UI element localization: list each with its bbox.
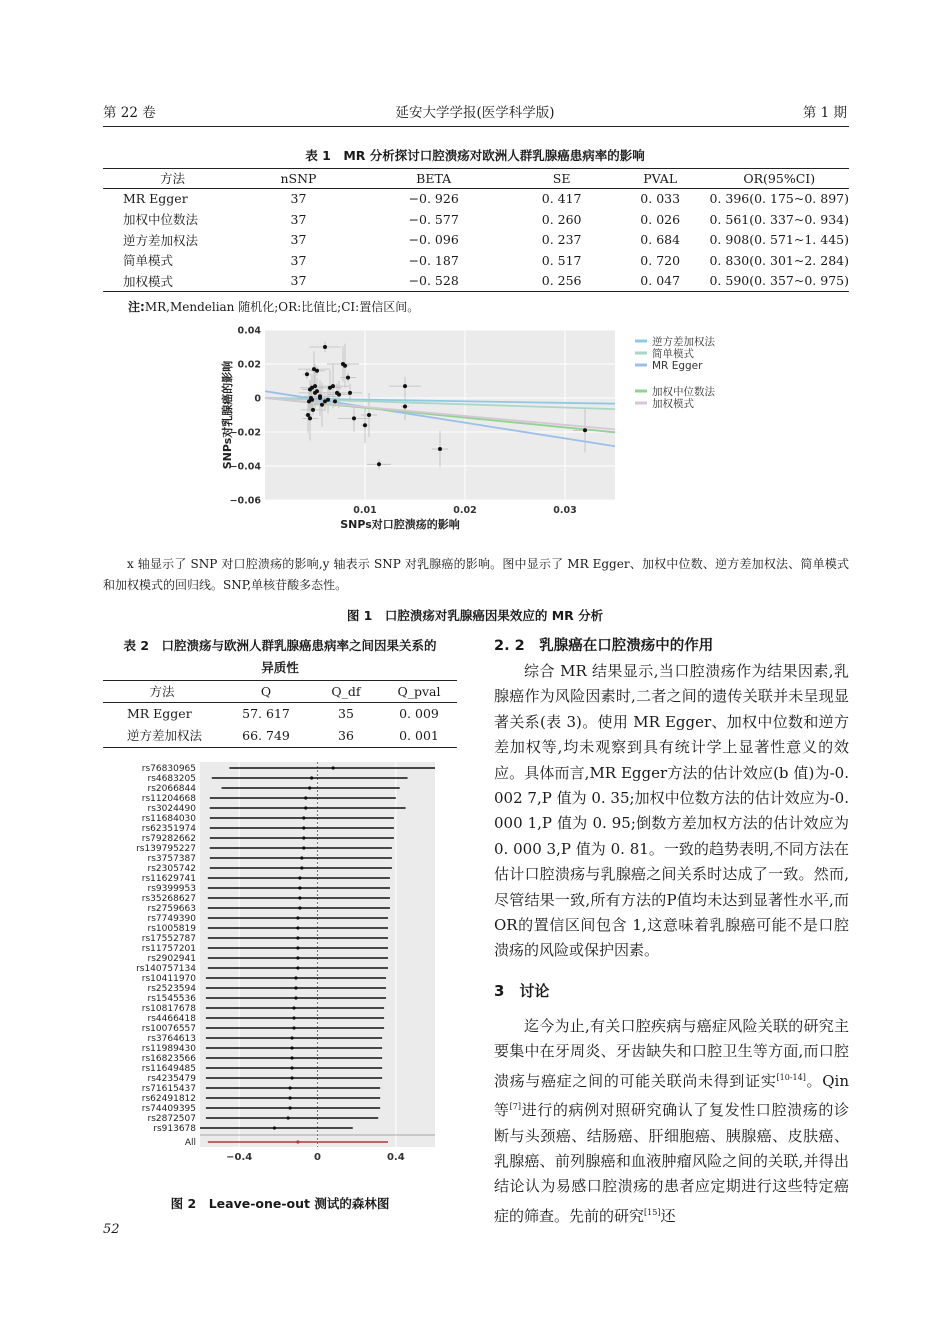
table-cell: 37 bbox=[290, 211, 307, 227]
snp-label: rs1545536 bbox=[147, 994, 196, 1004]
table-cell: 0. 026 bbox=[640, 211, 681, 227]
section22-paragraph: 综合 MR 结果显示,当口腔溃疡作为结果因素,乳腺癌作为风险因素时,二者之间的遗传关联并未呈现显著关系(表 3)。使用 MR Egger、加权中位数和逆方差加权等,均未观察到具有统计学上显著性意义的效应。具体而言,MR Egger方法的估计效应(b 值)为-0. 002 7,P 值为 0. 35;加权中位数方法的估计效应为-0. 000 1,P 值为 0. 95;倒数方差加权方法的估计效应为 0. 000 3,P 值为 0. 81。一致的趋势表明,不同方法在估计口腔溃疡与乳腺癌之间关系时达成了一致。然而,尽管结果一致,所有方法的P值均未达到显著性水平,而OR的置信区间包含 1,这意味着乳腺癌可能不是口腔溃疡的风险或保护因素。 bbox=[494, 662, 849, 960]
estimate-point bbox=[292, 1026, 295, 1029]
table-cell: −0. 187 bbox=[408, 252, 459, 268]
table2-col-method: 方法 bbox=[149, 684, 175, 699]
snp-label: rs11204668 bbox=[141, 794, 196, 804]
scatter-point bbox=[363, 423, 367, 427]
scatter-point bbox=[310, 398, 314, 402]
section3-body bbox=[494, 1014, 849, 1229]
snp-label: rs16823566 bbox=[141, 1054, 196, 1064]
table1-header-row bbox=[103, 168, 849, 189]
table2-title-line1: 表 2 口腔溃疡与欧洲人群乳腺癌患病率之间因果关系的 bbox=[123, 638, 437, 653]
snp-label: rs11629741 bbox=[141, 874, 196, 884]
estimate-point bbox=[310, 776, 313, 779]
estimate-point bbox=[298, 906, 301, 909]
table1-col-se: SE bbox=[552, 170, 571, 186]
snp-label: rs11989430 bbox=[141, 1044, 196, 1054]
y-tick-label: −0.02 bbox=[229, 427, 261, 439]
table-cell: 0. 001 bbox=[399, 727, 439, 743]
table2-bottom-rule bbox=[103, 747, 457, 748]
y-tick-label: 0 bbox=[254, 393, 261, 405]
table-cell: 0. 417 bbox=[541, 191, 582, 207]
table-row bbox=[103, 230, 849, 251]
scatter-point bbox=[403, 405, 407, 409]
scatter-point bbox=[333, 399, 337, 403]
table-cell: 0. 237 bbox=[541, 232, 582, 248]
table-cell: 加权中位数法 bbox=[123, 212, 199, 228]
table-cell: 0. 830(0. 301~2. 284) bbox=[709, 252, 849, 268]
table-cell: 0. 684 bbox=[640, 232, 681, 248]
header-issue: 第 1 期 bbox=[802, 105, 847, 121]
estimate-point bbox=[290, 1076, 293, 1079]
table-row bbox=[103, 250, 849, 271]
scatter-point bbox=[318, 394, 322, 398]
snp-label: rs4235479 bbox=[147, 1074, 196, 1084]
scatter-point bbox=[348, 391, 352, 395]
table1-title: 表 1 MR 分析探讨口腔溃疡对欧洲人群乳腺癌患病率的影响 bbox=[305, 148, 645, 163]
estimate-point bbox=[302, 836, 305, 839]
snp-label: rs71615437 bbox=[141, 1084, 196, 1094]
section3-paragraph bbox=[494, 1014, 849, 1229]
estimate-point bbox=[302, 846, 305, 849]
table-cell: 0. 033 bbox=[640, 191, 681, 207]
table1-bottom-rule bbox=[103, 291, 849, 292]
estimate-point bbox=[288, 1106, 291, 1109]
table-cell: 0. 720 bbox=[640, 252, 681, 268]
snp-label: rs11684030 bbox=[141, 814, 196, 824]
snp-label: rs4683205 bbox=[147, 774, 196, 784]
y-tick-label: −0.04 bbox=[229, 461, 261, 473]
table-cell: 37 bbox=[290, 252, 307, 268]
figure1-x-axis-label: SNPs对口腔溃疡的影响 bbox=[340, 518, 460, 531]
page-number: 52 bbox=[103, 1222, 120, 1237]
scatter-point bbox=[403, 384, 407, 388]
estimate-point bbox=[294, 996, 297, 999]
estimate-point bbox=[296, 916, 299, 919]
estimate-point bbox=[300, 866, 303, 869]
table-cell: 0. 908(0. 571~1. 445) bbox=[709, 232, 849, 248]
table-cell: 36 bbox=[338, 727, 354, 743]
table-cell: 37 bbox=[290, 273, 307, 289]
figure1-caption: 图 1 口腔溃疡对乳腺癌因果效应的 MR 分析 bbox=[346, 608, 604, 623]
snp-label: rs3024490 bbox=[147, 804, 196, 814]
y-tick-label: 0.02 bbox=[237, 359, 261, 371]
header-journal: 延安大学学报(医学科学版) bbox=[395, 105, 555, 121]
section3-text-2: 。Qin 等 bbox=[494, 1071, 849, 1120]
snp-label: rs17552787 bbox=[141, 934, 196, 944]
snp-label: rs79282662 bbox=[141, 834, 196, 844]
scatter-point bbox=[323, 345, 327, 349]
scatter-point bbox=[343, 364, 347, 368]
table1-col-or: OR(95%CI) bbox=[743, 170, 816, 186]
snp-label: rs7749390 bbox=[147, 914, 196, 924]
estimate-point bbox=[294, 986, 297, 989]
legend-label: 加权中位数法 bbox=[652, 386, 715, 398]
legend-label: 简单模式 bbox=[652, 348, 694, 360]
table-cell: 加权模式 bbox=[123, 273, 174, 289]
legend-label: 逆方差加权法 bbox=[652, 336, 715, 348]
scatter-point bbox=[320, 403, 324, 407]
table1-note bbox=[128, 298, 419, 315]
snp-label: rs9399953 bbox=[147, 884, 196, 894]
legend-label: 加权模式 bbox=[652, 398, 694, 410]
snp-label: rs11649485 bbox=[141, 1064, 196, 1074]
snp-label: rs2523594 bbox=[147, 984, 196, 994]
header-rule bbox=[103, 126, 849, 127]
scatter-point bbox=[326, 398, 330, 402]
scatter-point bbox=[306, 413, 310, 417]
x-tick-label: 0 bbox=[314, 1152, 321, 1163]
estimate-point bbox=[298, 886, 301, 889]
citation: [15] bbox=[644, 1207, 661, 1217]
scatter-point bbox=[313, 384, 317, 388]
table1-col-beta: BETA bbox=[416, 170, 452, 186]
snp-label: rs2872507 bbox=[147, 1114, 196, 1124]
table-cell: MR Egger bbox=[123, 191, 188, 207]
legend-label: MR Egger bbox=[652, 360, 703, 372]
scatter-point bbox=[583, 428, 587, 432]
estimate-point bbox=[287, 1116, 290, 1119]
snp-label: rs62351974 bbox=[141, 824, 196, 834]
figure2-forest-plot bbox=[110, 760, 450, 1180]
estimate-point bbox=[296, 946, 299, 949]
figure2-axes bbox=[226, 1152, 405, 1163]
table-row bbox=[103, 271, 849, 292]
table-cell: 35 bbox=[338, 705, 354, 721]
estimate-point bbox=[290, 1066, 293, 1069]
estimate-point bbox=[298, 876, 301, 879]
table-cell: 0. 047 bbox=[640, 273, 681, 289]
citation: [10-14] bbox=[776, 1072, 806, 1082]
table-cell: −0. 577 bbox=[408, 211, 459, 227]
snp-label: rs3764613 bbox=[147, 1034, 196, 1044]
estimate-point bbox=[292, 1006, 295, 1009]
snp-label: rs4466418 bbox=[147, 1014, 196, 1024]
snp-label: rs62491812 bbox=[141, 1094, 196, 1104]
section3-text-3: 进行的病例对照研究确认了复发性口腔溃疡的诊断与头颈癌、结肠癌、肝细胞癌、胰腺癌、皮肤癌、乳腺癌、前列腺癌和血液肿瘤风险之间的关联,并得出结论认为易感口腔溃疡的患者应定期进行这些特定癌症的筛查。先前的研究 bbox=[494, 1101, 849, 1225]
table2-title bbox=[103, 635, 457, 679]
estimate-point bbox=[292, 1016, 295, 1019]
estimate-point bbox=[288, 1086, 291, 1089]
estimate-point bbox=[288, 1096, 291, 1099]
snp-label: rs10076557 bbox=[141, 1024, 196, 1034]
snp-label: rs74409395 bbox=[141, 1104, 196, 1114]
snp-label: rs2902941 bbox=[147, 954, 196, 964]
scatter-point bbox=[311, 408, 315, 412]
scatter-point bbox=[346, 376, 350, 380]
table-row bbox=[103, 702, 457, 724]
table-cell: 0. 590(0. 357~0. 975) bbox=[709, 273, 849, 289]
y-tick-label: 0.04 bbox=[237, 325, 261, 337]
snp-label: rs10411970 bbox=[141, 974, 196, 984]
estimate-point bbox=[304, 806, 307, 809]
table-cell: 0. 256 bbox=[541, 273, 582, 289]
section22-heading: 2. 2 乳腺癌在口腔溃疡中的作用 bbox=[494, 638, 714, 654]
snp-label: rs2066844 bbox=[147, 784, 196, 794]
scatter-point bbox=[352, 416, 356, 420]
estimate-point bbox=[294, 976, 297, 979]
estimate-point bbox=[300, 856, 303, 859]
table1 bbox=[103, 168, 849, 291]
table-cell: 0. 396(0. 175~0. 897) bbox=[709, 191, 849, 207]
snp-label: rs140757134 bbox=[136, 964, 196, 974]
table-cell: 逆方差加权法 bbox=[127, 728, 203, 743]
table1-col-nsnp: nSNP bbox=[280, 170, 317, 186]
figure1-y-axis-label: SNPs对乳腺癌的影响 bbox=[221, 360, 234, 470]
table1-col-method: 方法 bbox=[159, 171, 185, 187]
figure1-note: x 轴显示了 SNP 对口腔溃疡的影响,y 轴表示 SNP 对乳腺癌的影响。图中显示了 MR Egger、加权中位数、逆方差加权法、简单模式和加权模式的回归线。SNP,单核苷酸多态性。 bbox=[103, 557, 849, 592]
snp-label: rs3757387 bbox=[147, 854, 196, 864]
right-column bbox=[494, 634, 849, 1229]
scatter-point bbox=[367, 413, 371, 417]
estimate-point bbox=[290, 1056, 293, 1059]
snp-label: rs35268627 bbox=[141, 894, 196, 904]
table1-note-label: 注: bbox=[128, 300, 145, 314]
estimate-point bbox=[290, 1036, 293, 1039]
estimate-point bbox=[298, 896, 301, 899]
estimate-point bbox=[296, 966, 299, 969]
snp-label: rs10817678 bbox=[141, 1004, 196, 1014]
scatter-point bbox=[315, 369, 319, 373]
estimate-point bbox=[296, 926, 299, 929]
table-cell: −0. 096 bbox=[408, 232, 459, 248]
table2 bbox=[103, 680, 457, 746]
table-cell: 简单模式 bbox=[123, 253, 174, 269]
table-cell: 0. 517 bbox=[541, 252, 582, 268]
estimate-point bbox=[304, 796, 307, 799]
citation: [7] bbox=[509, 1102, 521, 1112]
scatter-point bbox=[438, 447, 442, 451]
table-cell: 0. 561(0. 337~0. 934) bbox=[709, 211, 849, 227]
figure2-caption: 图 2 Leave-one-out 测试的森林图 bbox=[170, 1196, 390, 1211]
table2-col-qdf: Q_df bbox=[331, 683, 361, 699]
table-cell: MR Egger bbox=[127, 705, 192, 721]
section3-text-1: 迄今为止,有关口腔疾病与癌症风险关联的研究主要集中在牙周炎、牙齿缺失和口腔卫生等方面,而口腔溃疡与癌症之间的可能关联尚未得到证实 bbox=[494, 1016, 849, 1090]
figure1-legend bbox=[635, 335, 715, 410]
figure1-scatter-plot bbox=[215, 322, 735, 537]
scatter-point bbox=[308, 416, 312, 420]
scatter-point bbox=[305, 372, 309, 376]
table-cell: 66. 749 bbox=[242, 727, 290, 743]
scatter-point bbox=[377, 462, 381, 466]
estimate-point bbox=[296, 1140, 299, 1143]
table1-col-pval: PVAL bbox=[643, 170, 678, 186]
x-tick-label: 0.4 bbox=[386, 1152, 405, 1163]
table1-note-text: MR,Mendelian 随机化;OR:比值比;CI:置信区间。 bbox=[144, 300, 420, 314]
table-cell: 逆方差加权法 bbox=[123, 232, 199, 248]
estimate-point bbox=[296, 936, 299, 939]
table2-header-row bbox=[103, 680, 457, 702]
section22-body bbox=[494, 659, 849, 964]
snp-label: rs11757201 bbox=[141, 944, 196, 954]
scatter-point bbox=[315, 389, 319, 393]
section3-heading: 3 讨论 bbox=[494, 981, 550, 1000]
snp-label: All bbox=[184, 1138, 196, 1148]
table2-col-q: Q bbox=[260, 683, 272, 699]
snp-label: rs913678 bbox=[153, 1124, 196, 1134]
table-cell: 37 bbox=[290, 232, 307, 248]
estimate-point bbox=[308, 786, 311, 789]
estimate-point bbox=[296, 956, 299, 959]
x-tick-label: 0.01 bbox=[353, 505, 377, 516]
table-cell: 0. 009 bbox=[399, 705, 439, 721]
table2-col-qpval: Q_pval bbox=[397, 683, 441, 699]
table-cell: −0. 926 bbox=[408, 191, 459, 207]
scatter-point bbox=[337, 393, 341, 397]
estimate-point bbox=[332, 766, 335, 769]
x-tick-label: −0.4 bbox=[226, 1152, 253, 1163]
snp-label: rs139795227 bbox=[136, 844, 196, 854]
estimate-point bbox=[302, 826, 305, 829]
table2-title-line2: 异质性 bbox=[261, 660, 299, 675]
estimate-point bbox=[302, 816, 305, 819]
table-row bbox=[103, 189, 849, 210]
snp-label: rs2305742 bbox=[147, 864, 196, 874]
table-cell: 57. 617 bbox=[242, 705, 290, 721]
y-tick-label: −0.06 bbox=[229, 495, 261, 507]
estimate-point bbox=[273, 1126, 276, 1129]
table-row bbox=[103, 209, 849, 230]
snp-label: rs76830965 bbox=[141, 764, 196, 774]
x-tick-label: 0.02 bbox=[453, 505, 477, 516]
table-cell: 0. 260 bbox=[541, 211, 582, 227]
estimate-point bbox=[290, 1046, 293, 1049]
table-cell: 37 bbox=[290, 191, 307, 207]
snp-label: rs2759663 bbox=[147, 904, 196, 914]
snp-label: rs1005819 bbox=[147, 924, 196, 934]
table-row bbox=[103, 724, 457, 746]
header-volume: 第 22 卷 bbox=[103, 105, 156, 121]
section3-text-4: 还 bbox=[660, 1206, 676, 1225]
x-tick-label: 0.03 bbox=[553, 505, 577, 516]
scatter-point bbox=[331, 384, 335, 388]
table-cell: −0. 528 bbox=[408, 273, 459, 289]
